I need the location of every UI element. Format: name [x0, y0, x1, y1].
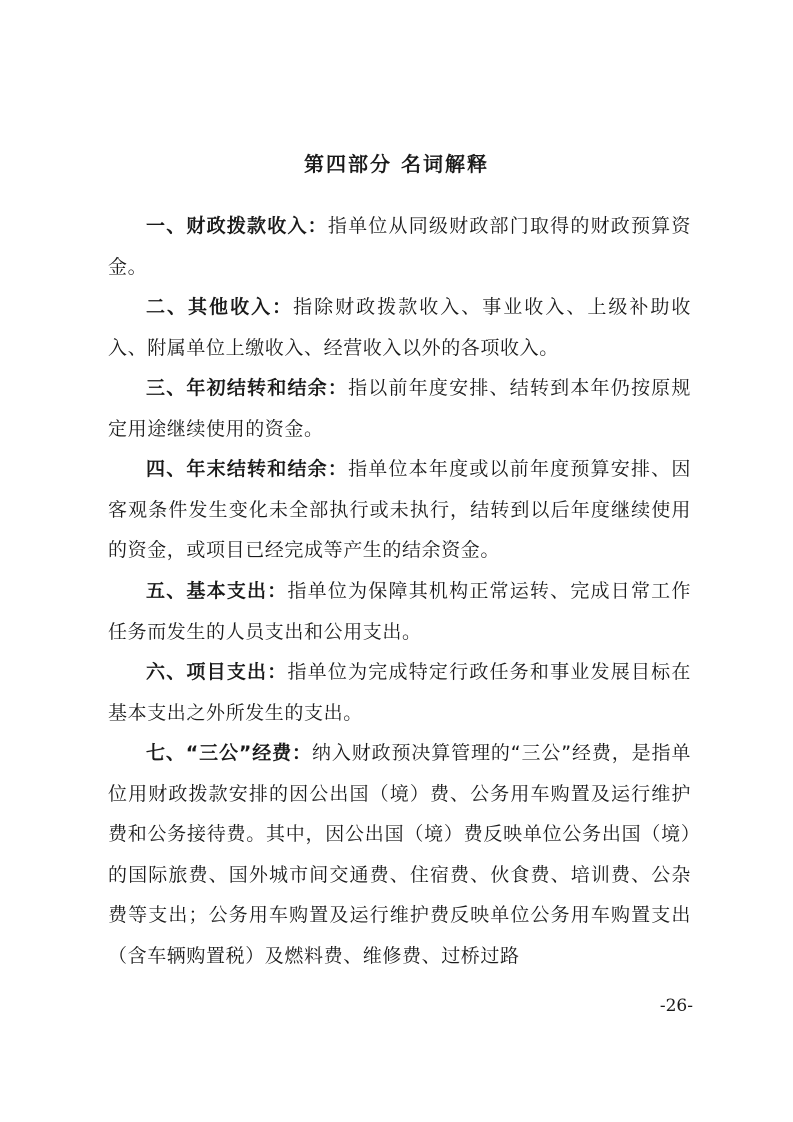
page-title: 第四部分 名词解释	[304, 152, 489, 176]
entry-term: 二、其他收入：	[146, 296, 294, 318]
entry-term: 五、基本支出：	[146, 580, 288, 602]
entry-fiscal-appropriation-income	[108, 206, 691, 287]
entry-term: 七、“三公”经费：	[146, 742, 312, 764]
page-number: -26-	[659, 996, 693, 1016]
entry-term: 三、年初结转和结余：	[146, 377, 349, 399]
entry-other-income	[108, 287, 691, 368]
entry-text: 指单位为保障其机构正常运转、完成日常工作任务而发生的人员支出和公用支出。	[108, 580, 691, 643]
entry-text: 指单位从同级财政部门取得的财政预算资金。	[108, 215, 691, 278]
entry-term: 一、财政拨款收入：	[146, 215, 328, 237]
entry-closing-carryover	[108, 449, 691, 571]
entry-project-expenditure	[108, 652, 691, 733]
entry-text: 纳入财政预决算管理的“三公”经费，是指单位用财政拨款安排的因公出国（境）费、公务用车购置及运行维护费和公务接待费。其中，因公出国（境）费反映单位公务出国（境）的国际旅费、国外城市间交通费、住宿费、伙食费、培训费、公杂费等支出；公务用车购置及运行维护费反映单位公务用车购置支出（含车辆购置税）及燃料费、维修费、过桥过路	[108, 742, 692, 967]
entry-basic-expenditure	[108, 571, 691, 652]
entry-text: 指单位本年度或以前年度预算安排、因客观条件发生变化未全部执行或未执行，结转到以后年度继续使用的资金，或项目已经完成等产生的结余资金。	[108, 458, 691, 561]
entry-text: 指以前年度安排、结转到本年仍按原规定用途继续使用的资金。	[108, 377, 691, 440]
entry-term: 四、年末结转和结余：	[146, 458, 349, 480]
entry-three-public-expenses	[108, 733, 691, 976]
entry-term: 六、项目支出：	[146, 661, 288, 683]
entry-text: 指除财政拨款收入、事业收入、上级补助收入、附属单位上缴收入、经营收入以外的各项收入。	[108, 296, 692, 359]
entry-text: 指单位为完成特定行政任务和事业发展目标在基本支出之外所发生的支出。	[108, 661, 691, 724]
entry-opening-carryover	[108, 368, 691, 449]
